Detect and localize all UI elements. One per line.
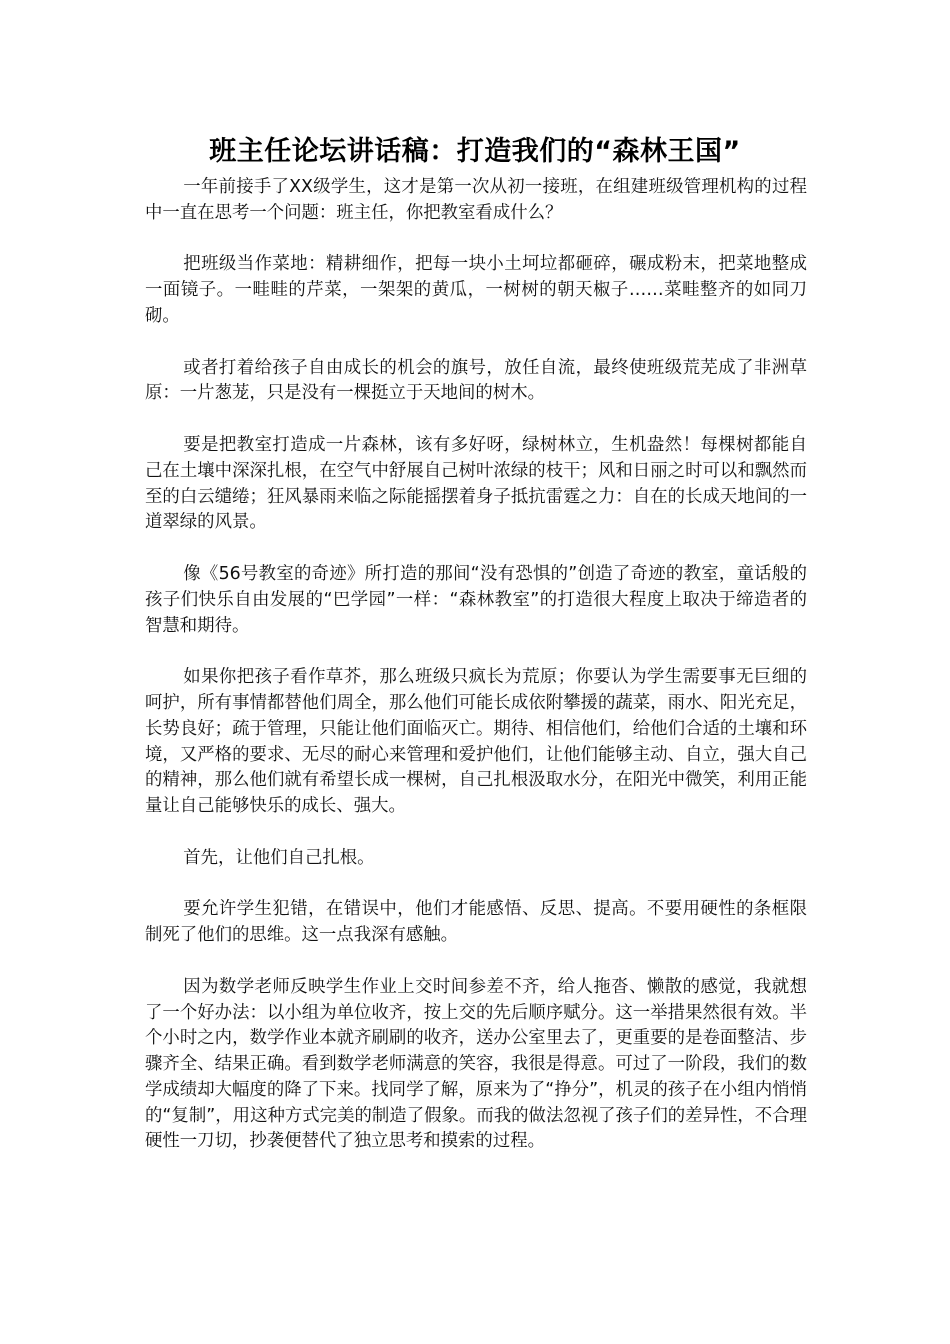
paragraph: 首先，让他们自己扎根。 (183, 847, 375, 868)
paragraph: 要是把教室打造成一片森林，该有多好呀，绿树林立，生机盎然！每棵树都能自己在土壤中深深扎根，在空气中舒展自己树叶浓绿的枝干；风和日丽之时可以和飘然而至的白云缱绻；狂风暴雨来临之际能摇摆着身子抵抗雷霆之力：自在的长成天地间的一道翠绿的风景。 (145, 434, 807, 533)
paragraph: 如果你把孩子看作草芥，那么班级只疯长为荒原；你要认为学生需要事无巨细的呵护，所有事情都替他们周全，那么他们可能长成依附攀援的蔬菜，雨水、阳光充足，长势良好；疏于管理，只能让他们面临灭亡。期待、相信他们，给他们合适的土壤和环境，又严格的要求、无尽的耐心来管理和爱护他们，让他们能够主动、自立，强大自己的精神，那么他们就有希望长成一棵树，自己扎根汲取水分，在阳光中微笑，利用正能量让自己能够快乐的成长、强大。 (145, 667, 807, 817)
paragraph: 或者打着给孩子自由成长的机会的旗号，放任自流，最终使班级荒芜成了非洲草原：一片葱茏，只是没有一棵挺立于天地间的树木。 (145, 357, 807, 404)
document-body (145, 175, 807, 1181)
paragraph: 要允许学生犯错，在错误中，他们才能感悟、反思、提高。不要用硬性的条框限制死了他们的思维。这一点我深有感触。 (145, 899, 807, 946)
paragraph: 一年前接手了XX级学生，这才是第一次从初一接班，在组建班级管理机构的过程中一直在思考一个问题：班主任，你把教室看成什么？ (145, 177, 807, 223)
paragraph: 把班级当作菜地：精耕细作，把每一块小土坷垃都砸碎，碾成粉末，把菜地整成一面镜子。一畦畦的芹菜，一架架的黄瓜，一树树的朝天椒子……菜畦整齐的如同刀砌。 (145, 254, 807, 326)
paragraph: 因为数学老师反映学生作业上交时间参差不齐，给人拖沓、懒散的感觉，我就想了一个好办法：以小组为单位收齐，按上交的先后顺序赋分。这一举措果然很有效。半个小时之内，数学作业本就齐刷刷的收齐，送办公室里去了，更重要的是卷面整洁、步骤齐全、结果正确。看到数学老师满意的笑容，我很是得意。可过了一阶段，我们的数学成绩却大幅度的降了下来。找同学了解，原来为了“挣分”，机灵的孩子在小组内悄悄的“复制”，用这种方式完美的制造了假象。而我的做法忽视了孩子们的差异性，不合理硬性一刀切，抄袭便替代了独立思考和摸索的过程。 (145, 976, 807, 1152)
document-title: 班主任论坛讲话稿：打造我们的“森林王国” (209, 136, 741, 167)
paragraph: 像《56号教室的奇迹》所打造的那间“没有恐惧的”创造了奇迹的教室，童话般的孩子们快乐自由发展的“巴学园”一样：“森林教室”的打造很大程度上取决于缔造者的智慧和期待。 (145, 563, 807, 636)
